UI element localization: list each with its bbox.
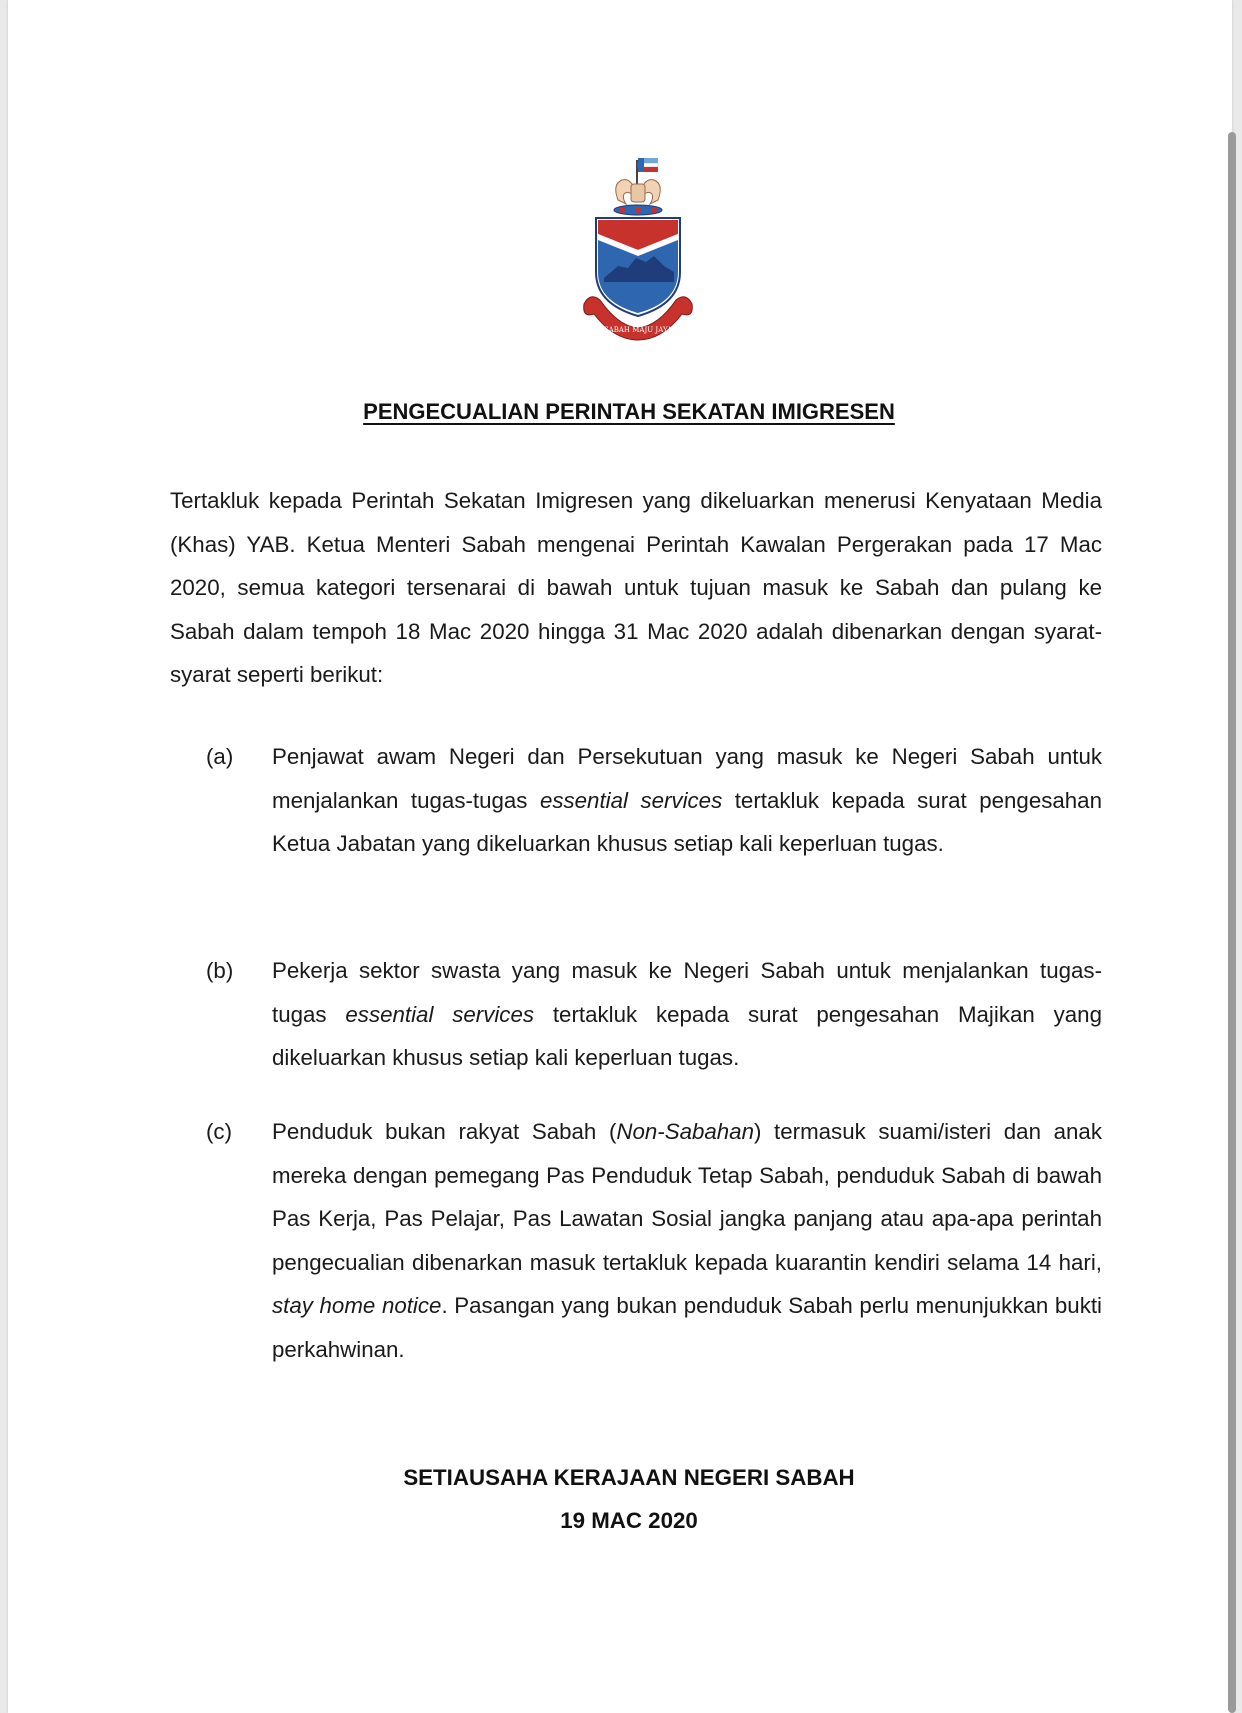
list-item-text: Penjawat awam Negeri dan Persekutuan yang masuk ke Negeri Sabah untuk menjalankan tugas-tugas essential services tertakluk kepada surat pengesahan Ketua Jabatan yang dikeluarkan khusus setiap kali keperluan tugas.	[272, 744, 1102, 857]
signoff-name: SETIAUSAHA KERAJAAN NEGERI SABAH	[403, 1465, 855, 1490]
list-item-text: Pekerja sektor swasta yang masuk ke Negeri Sabah untuk menjalankan tugas-tugas essential services tertakluk kepada surat pengesahan Majikan yang dikeluarkan khusus setiap kali keperluan tugas.	[272, 958, 1102, 1071]
list-item-label: (b)	[206, 958, 234, 983]
crest-motto: SABAH MAJU JAYA	[603, 326, 673, 334]
signoff-date: 19 MAC 2020	[560, 1508, 698, 1533]
document-title: PENGECUALIAN PERINTAH SEKATAN IMIGRESEN	[363, 399, 895, 424]
list-item-text: Penduduk bukan rakyat Sabah (Non-Sabahan) termasuk suami/isteri dan anak mereka dengan pemegang Pas Penduduk Tetap Sabah, penduduk Sabah di bawah Pas Kerja, Pas Pelajar, Pas Lawatan Sosial jangka panjang atau apa-apa perintah pengecualian dibenarkan masuk tertakluk kepada kuarantin kendiri selama 14 hari, stay home notice. Pasangan yang bukan penduduk Sabah perlu menunjukkan bukti perkahwinan.	[272, 1119, 1102, 1362]
sabah-crest-icon	[578, 154, 700, 342]
list-item-label: (c)	[206, 1119, 232, 1144]
document-page	[8, 0, 1232, 1713]
intro-paragraph: Tertakluk kepada Perintah Sekatan Imigresen yang dikeluarkan menerusi Kenyataan Media (Khas) YAB. Ketua Menteri Sabah mengenai Perintah Kawalan Pergerakan pada 17 Mac 2020, semua kategori tersenarai di bawah untuk tujuan masuk ke Sabah dan pulang ke Sabah dalam tempoh 18 Mac 2020 hingga 31 Mac 2020 adalah dibenarkan dengan syarat-syarat seperti berikut:	[170, 488, 1102, 688]
list-item-label: (a)	[206, 744, 234, 769]
vertical-scrollbar[interactable]	[1228, 132, 1236, 1713]
